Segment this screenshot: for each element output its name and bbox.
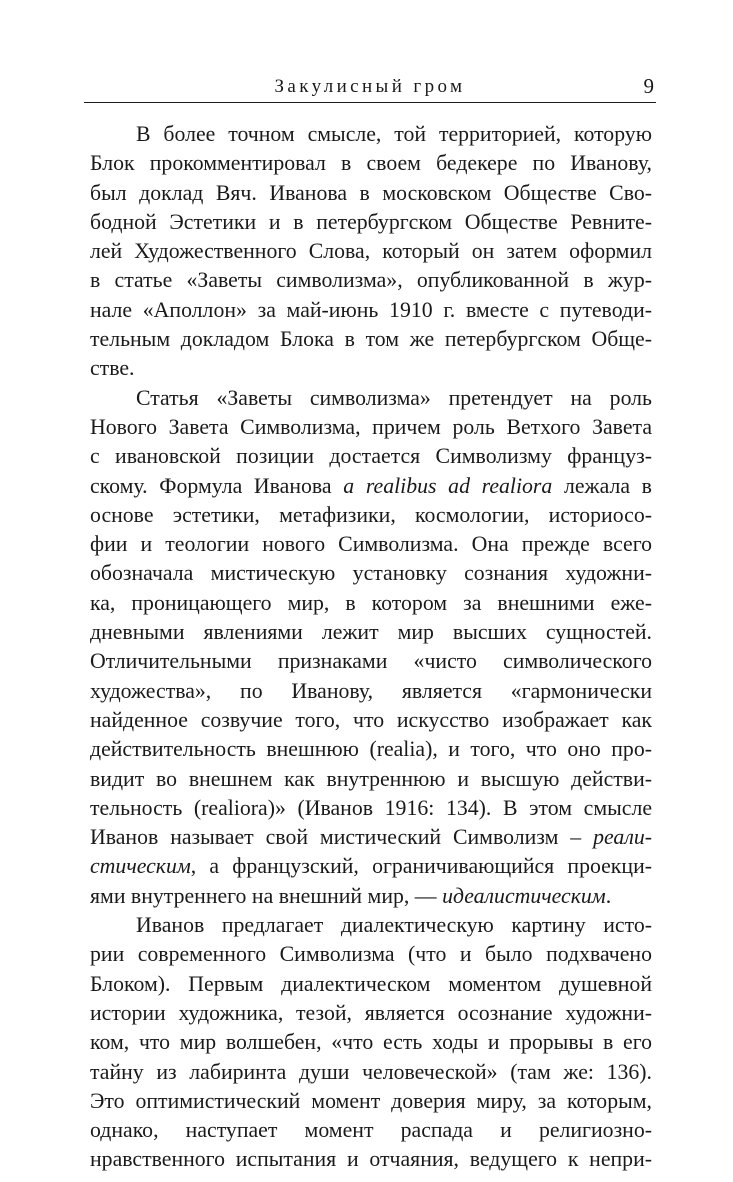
text-line: бодной Эстетики и в петербургском Обществе Ревните-	[90, 209, 652, 234]
text-line: рии современного Символизма (что и было подхвачено	[90, 942, 652, 967]
text-line: найденное созвучие того, что искусство изображает как	[90, 707, 652, 732]
text-line: ка, проницающего мир, в котором за внешними еже-	[90, 590, 652, 615]
text-line	[90, 823, 652, 852]
text-line: ком, что мир волшебен, «что есть ходы и прорывы в его	[90, 1030, 652, 1055]
text-run: лежала в	[552, 473, 652, 498]
text-line: Статья «Заветы символизма» претендует на роль	[136, 385, 652, 410]
text-run: .	[605, 883, 612, 908]
text-line: фии и теологии нового Символизма. Она прежде всего	[90, 532, 652, 557]
body-text	[90, 120, 652, 1175]
text-run: Иванов называет свой мистический Символизм –	[90, 825, 594, 850]
text-line: стве.	[90, 356, 135, 381]
text-line: действительность внешнюю (realia), и того, что оно про-	[90, 737, 652, 762]
italic-term: идеалистическим	[442, 883, 606, 908]
text-line	[90, 472, 652, 501]
running-head	[84, 74, 656, 100]
text-line	[90, 882, 652, 911]
text-line: Отличительными признаками «чисто символического	[90, 649, 652, 674]
text-line: нале «Аполлон» за май-июнь 1910 г. вместе с путеводи-	[90, 297, 652, 322]
text-line: тельность (realiora)» (Иванов 1916: 134). В этом смысле	[90, 795, 652, 820]
text-run: , а французский, ограничивающийся проекци-	[190, 854, 652, 879]
text-line: дневными явлениями лежит мир высших сущностей.	[90, 620, 652, 645]
text-line: тельным докладом Блока в том же петербургском Обще-	[90, 327, 652, 352]
text-line: Нового Завета Символизма, причем роль Ветхого Завета	[90, 414, 652, 439]
text-line: тайну из лабиринта души человеческой» (там же: 136).	[90, 1059, 652, 1084]
text-line	[90, 852, 652, 881]
running-title: Закулисный гром	[274, 76, 466, 97]
italic-term: реали-	[593, 825, 652, 850]
text-line: обозначала мистическую установку сознания художни-	[90, 561, 652, 586]
text-line: художества», по Иванову, является «гармонически	[90, 678, 652, 703]
page-number: 9	[643, 74, 654, 98]
text-line: в статье «Заветы символизма», опубликованной в жур-	[90, 268, 652, 293]
text-line: лей Художественного Слова, который он затем оформил	[90, 239, 652, 264]
text-line: Блок прокомментировал в своем бедекере по Иванову,	[90, 151, 652, 176]
italic-latin-formula: a realibus ad realiora	[343, 473, 553, 498]
italic-term: стическим	[90, 854, 191, 879]
text-line: с ивановской позиции достается Символизму француз-	[90, 444, 652, 469]
text-line: Это оптимистический момент доверия миру, за которым,	[90, 1088, 652, 1113]
text-line: Иванов предлагает диалектическую картину исто-	[136, 913, 652, 938]
text-line: основе эстетики, метафизики, космологии, историосо-	[90, 502, 652, 527]
text-line: был доклад Вяч. Иванова в московском Обществе Сво-	[90, 180, 652, 205]
text-line: В более точном смысле, той территорией, которую	[136, 122, 652, 146]
text-run: ями внутреннего на внешний мир, —	[90, 883, 443, 908]
text-line: видит во внешнем как внутреннюю и высшую действи-	[90, 766, 652, 791]
text-line: Блоком). Первым диалектическом моментом душевной	[90, 971, 652, 996]
header-rule	[84, 102, 656, 103]
text-line: истории художника, тезой, является осознание художни-	[90, 1000, 652, 1025]
text-line: нравственного испытания и отчаяния, ведущего к непри-	[90, 1147, 652, 1172]
text-line: однако, наступает момент распада и религиозно-	[90, 1118, 652, 1143]
text-run: скому. Формула Иванова	[90, 473, 344, 498]
